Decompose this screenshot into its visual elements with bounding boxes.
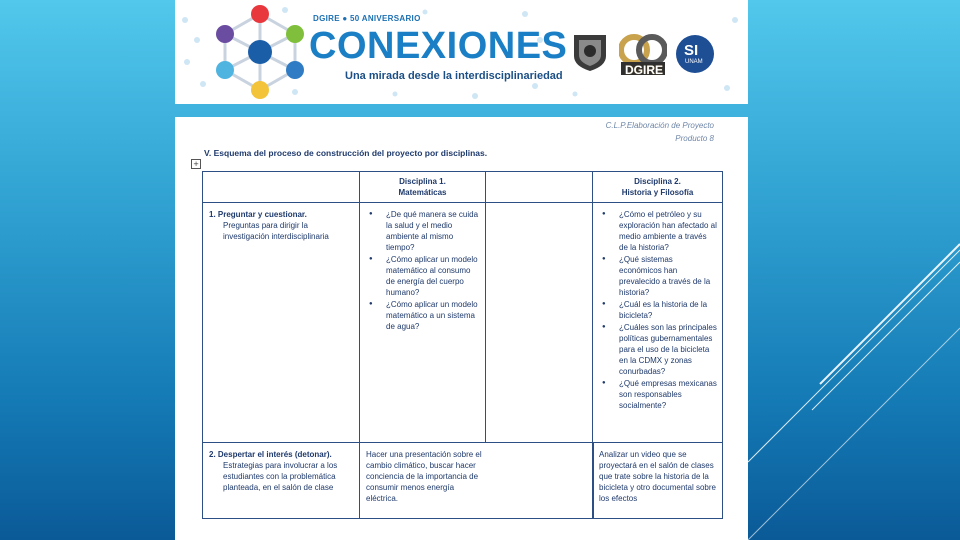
banner-tagline: DGIRE ● 50 ANIVERSARIO <box>313 14 421 23</box>
row1-disciplina-2-cell <box>592 202 723 443</box>
document-header <box>606 119 714 145</box>
dgire-label: DGIRE <box>625 63 664 77</box>
table-head-blank <box>202 171 360 203</box>
head-text-1: Disciplina 1. Matemáticas <box>398 177 447 197</box>
banner-title: CONEXIONES <box>309 25 568 67</box>
unam-shield-icon <box>571 32 609 72</box>
table-head-disciplina-1 <box>359 171 486 203</box>
row1-label-cell <box>202 202 360 443</box>
list-item: ● ¿Cuál es la historia de la bicicleta? <box>619 299 717 321</box>
list-item: ● ¿De qué manera se cuida la salud y el medio ambiente al mismo tiempo? <box>386 209 480 253</box>
si-sub-label: UNAM <box>685 59 703 65</box>
header-line-2: Producto 8 <box>675 134 714 143</box>
row1-col3-list <box>599 209 717 411</box>
list-item: ● ¿Qué sistemas económicos han prevalecido a través de la historia? <box>619 254 717 298</box>
head-text-2: Disciplina 2. Historia y Filosofía <box>621 177 694 197</box>
conexiones-banner <box>175 0 748 104</box>
disciplines-table <box>202 171 723 519</box>
row2-label-text: Estrategias para involucrar a los estudiantes con la problemática planteada, en el salón de clase <box>223 461 338 492</box>
row1-label-text: Preguntas para dirigir la investigación interdisciplinaria <box>223 221 329 241</box>
table-head-empty <box>485 171 593 203</box>
row2-col1-text: Hacer una presentación sobre el cambio climático, buscar hacer conciencia de la importancia de consumir menos energía eléctrica. <box>366 450 482 503</box>
row2-label-title: 2. Despertar el interés (detonar). <box>209 450 332 459</box>
row2-label-cell <box>202 442 360 519</box>
si-label: SI <box>684 42 699 59</box>
banner-subtitle: Una mirada desde la interdisciplinariedad <box>345 70 563 82</box>
list-item: ● ¿Qué empresas mexicanas son responsables socialmente? <box>619 378 717 411</box>
list-item: ● ¿Cómo aplicar un modelo matemático al consumo de energía del cuerpo humano? <box>386 254 480 298</box>
row2-disciplina-2-cell <box>592 442 723 519</box>
list-item: ● ¿Cuáles son las principales políticas gubernamentales para el uso de la bicicleta en la CDMX y zonas conurbadas? <box>619 322 717 377</box>
row1-col1-list <box>366 209 480 332</box>
section-title: V. Esquema del proceso de construcción del proyecto por disciplinas. <box>204 148 488 158</box>
document-page <box>175 117 748 540</box>
row2-col3-text: Analizar un video que se proyectará en el salón de clases que trate sobre la historia de la bicicleta y otro documental sobre los efectos <box>599 450 716 503</box>
row2-disciplina-1-cell <box>359 442 594 519</box>
row1-empty-cell <box>485 202 593 443</box>
table-move-handle-icon[interactable]: + <box>191 159 201 169</box>
header-line-1: C.L.P.Elaboración de Proyecto <box>605 121 714 130</box>
list-item: ● ¿Cómo aplicar un modelo matemático a un sistema de agua? <box>386 299 480 332</box>
list-item: ● ¿Cómo el petróleo y su exploración han afectado al medio ambiente a través de la historia? <box>619 209 717 253</box>
conexiones-logo-icon <box>215 4 305 100</box>
row1-label-title: 1. Preguntar y cuestionar. <box>209 210 307 219</box>
table-head-disciplina-2 <box>592 171 723 203</box>
row1-disciplina-1-cell <box>359 202 486 443</box>
